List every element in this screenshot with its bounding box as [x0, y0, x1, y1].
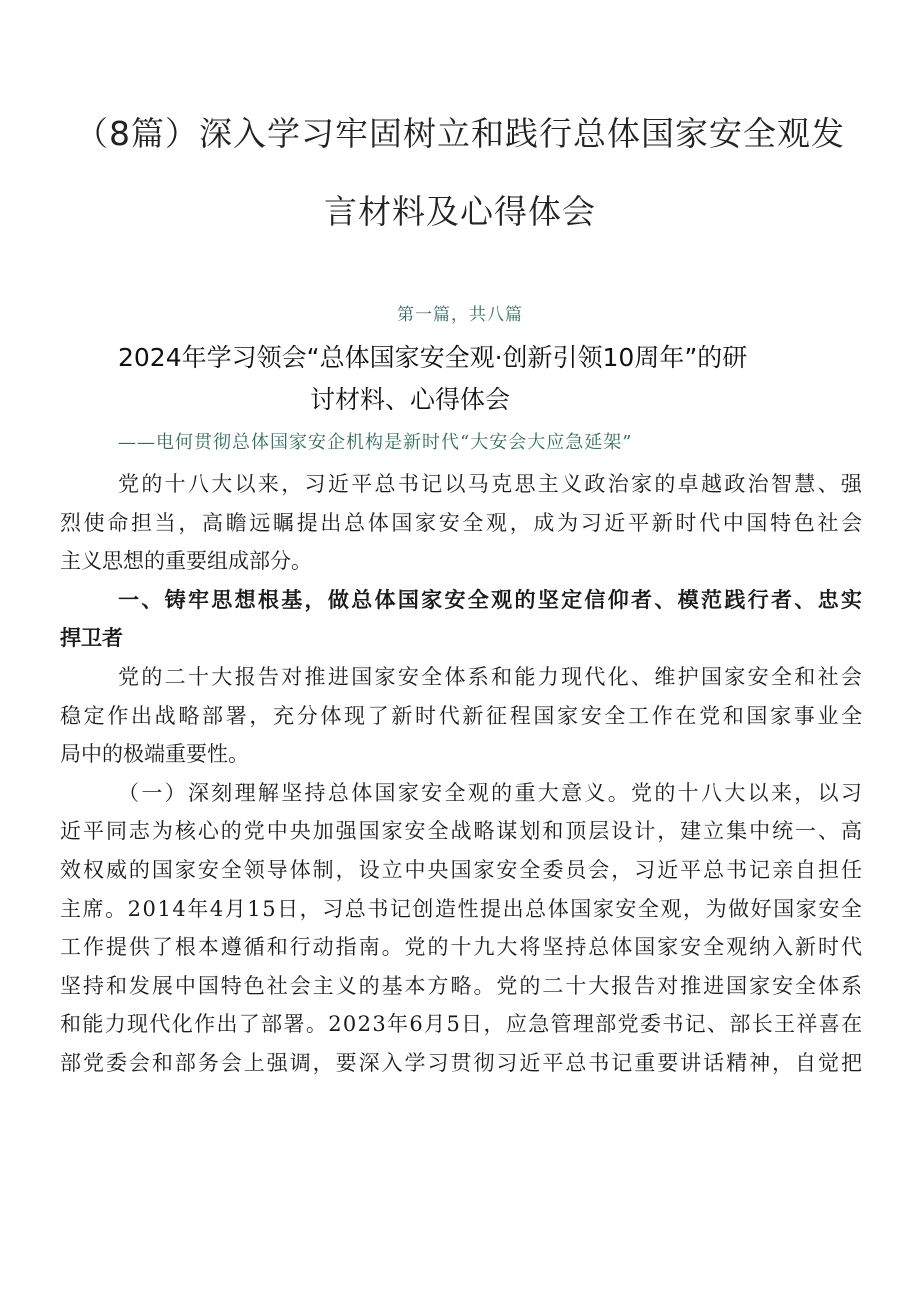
paragraph-line: （一）深刻理解坚持总体国家安全观的重大意义。党的十八大以来，以习 — [118, 780, 865, 805]
paragraph-line: 工作提供了根本遵循和行动指南。党的十九大将坚持总体国家安全观纳入新时代 — [60, 935, 864, 960]
document-title-line-2: 言材料及心得体会 — [324, 192, 596, 231]
article-title-line-2: 讨材料、心得体会 — [310, 385, 511, 414]
paragraph-line: 烈使命担当，高瞻远瞩提出总体国家安全观，成为习近平新时代中国特色社会 — [60, 510, 865, 535]
paragraph-line: 部党委会和部务会上强调，要深入学习贯彻习近平总书记重要讲话精神，自觉把 — [60, 1051, 864, 1075]
section-heading-line: 捍卫者 — [60, 626, 123, 651]
article-subtitle: ——电何贯彻总体国家安企机构是新时代“大安会大应急延架” — [118, 432, 633, 453]
paragraph-line: 党的十八大以来，习近平总书记以马克思主义政治家的卓越政治智慧、强 — [118, 472, 865, 496]
paragraph-line: 稳定作出战略部署，充分体现了新时代新征程国家安全工作在党和国家事业全 — [60, 703, 865, 728]
section-heading-line: 一、铸牢思想根基，做总体国家安全观的坚定信仰者、模范践行者、忠实 — [118, 587, 865, 612]
paragraph-line: 主席。2014年4月15日，习总书记创造性提出总体国家安全观，为做好国家安全 — [60, 896, 864, 921]
paragraph-line: 近平同志为核心的党中央加强国家安全战略谋划和顶层设计，建立集中统一、高 — [60, 819, 864, 844]
paragraph-line: 和能力现代化作出了部署。2023年6月5日，应急管理部党委书记、部长王祥喜在 — [60, 1012, 864, 1037]
paragraph-line: 主义思想的重要组成部分。 — [60, 549, 312, 574]
article-title-line-1: 2024年学习领会“总体国家安全观·创新引领10周年”的研 — [118, 343, 748, 372]
paragraph-line: 坚持和发展中国特色社会主义的基本方略。党的二十大报告对推进国家安全体系 — [60, 973, 864, 998]
section-label: 第一篇，共八篇 — [397, 305, 523, 325]
paragraph-line: 效权威的国家安全领导体制，设立中央国家安全委员会，习近平总书记亲自担任 — [60, 858, 864, 882]
paragraph-line: 局中的极端重要性。 — [60, 742, 249, 767]
paragraph-line: 党的二十大报告对推进国家安全体系和能力现代化、维护国家安全和社会 — [118, 665, 865, 689]
document-title-line-1: （8篇）深入学习牢固树立和践行总体国家安全观发 — [75, 114, 845, 153]
